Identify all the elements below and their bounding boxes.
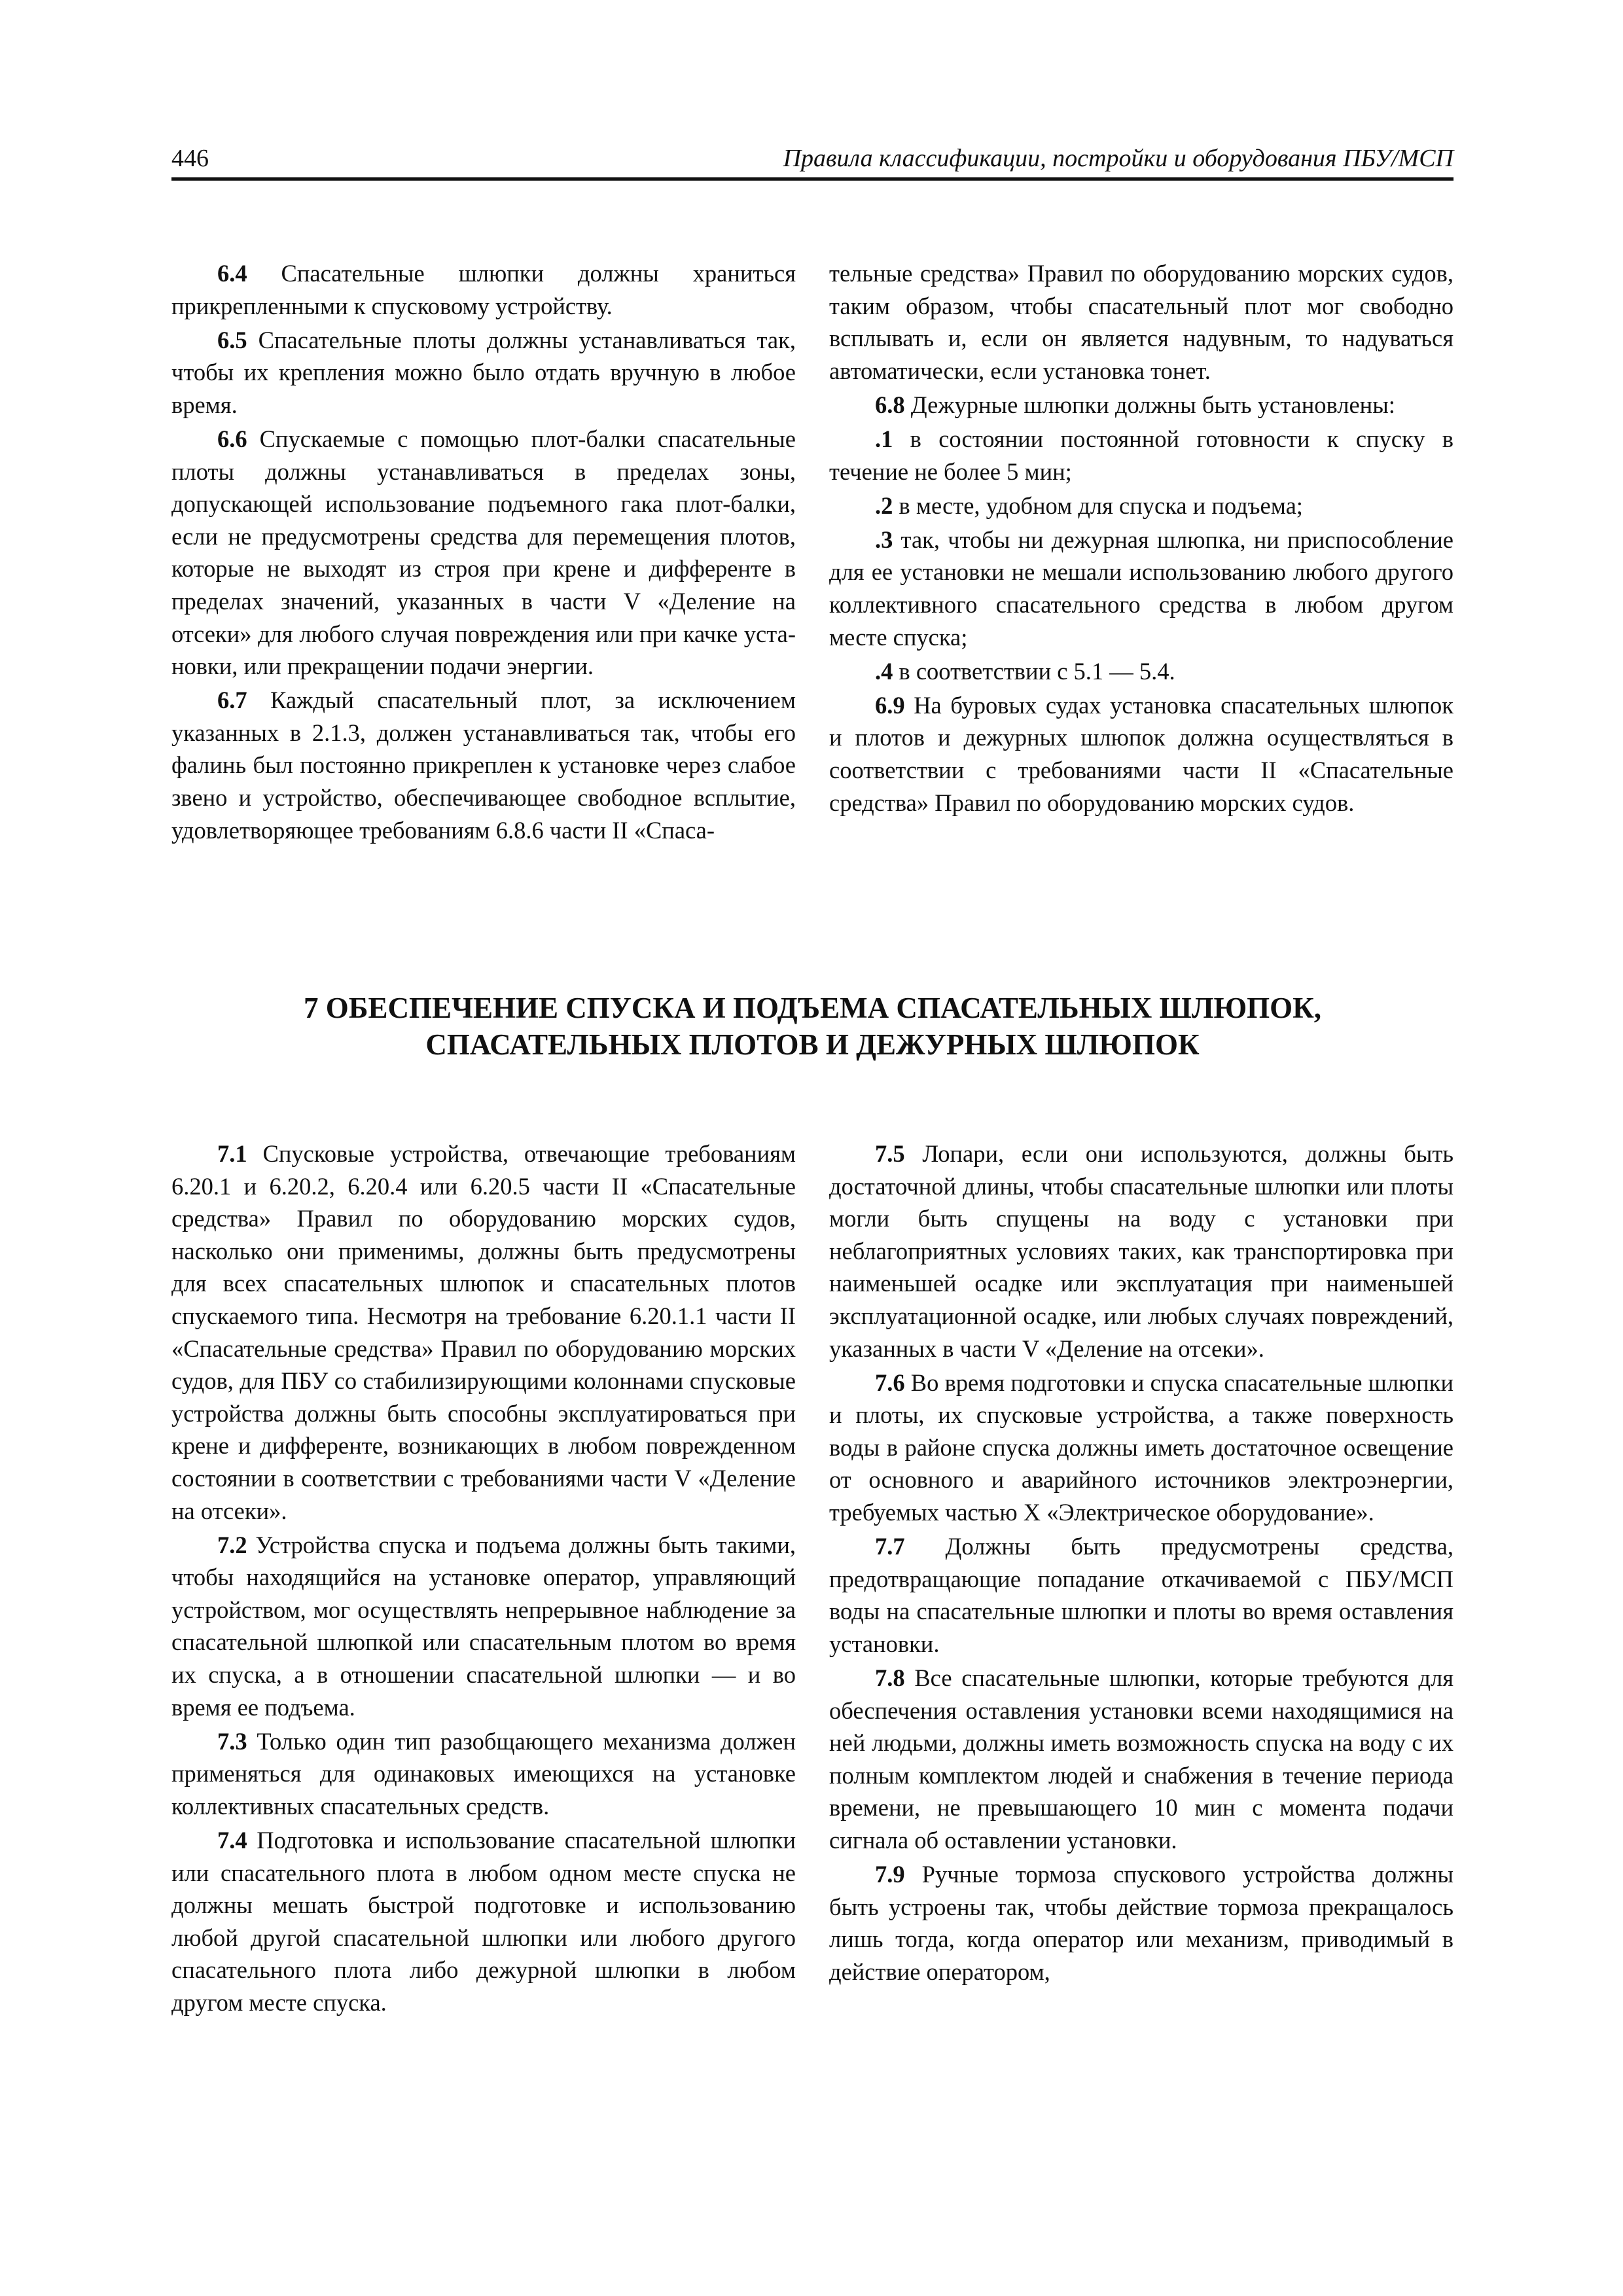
clause-text: Спасательные плоты должны устанавливаться так, чтобы их крепления можно было отдать вручную в любое время. [171,326,796,418]
column-bottom-left [171,1138,796,2020]
clause-text: в месте, удобном для спуска и подъема; [893,492,1303,519]
paragraph [171,324,796,422]
column-top-left [171,257,796,848]
clause-number: 7.3 [217,1727,247,1755]
clause-number: .2 [875,492,893,519]
clause-number: 7.1 [217,1140,247,1167]
clause-text: Ручные тормоза спускового устройства должны быть устроены так, чтобы действие тормоза прекращалось лишь тогда, когда оператор или механизм, приводимый в действие оператором, [829,1861,1454,1985]
clause-text: в состоянии постоянной готовности к спуску в течение не более 5 мин; [829,425,1454,485]
paragraph [829,1367,1454,1529]
clause-text: Во время подготовки и спуска спасательные шлюпки и плоты, их спусковые устройства, а также поверхность воды в районе спуска должны иметь достаточное освещение от основного и аварийного источников электроэнергии, требуемых частью X «Электрическое оборудование». [829,1369,1454,1526]
paragraph [171,684,796,846]
clause-text: Спусковые устройства, отвечающие требованиям 6.20.1 и 6.20.2, 6.20.4 или 6.20.5 части II «Спасательные средства» Правил по оборудованию морских судов, насколько они применимы, должны быть предусмотрены для всех спасательных шлюпок и спасательных плотов спускаемого типа. Несмотря на требование 6.20.1.1 части II «Спасательные средства» Правил по оборудованию морских судов, для ПБУ со стабилизирующими колоннами спусковые устройства должны быть способны эксплуатироваться при крене и дифференте, возникающих в любом поврежденном состоянии в соответствии с требованиями части V «Деление на отсеки». [171,1140,796,1524]
paragraph [829,1530,1454,1660]
clause-text: На буровых судах установка спасательных шлюпок и плотов и дежурных шлюпок должна осуществляться в соответствии с требованиями части II «Спасательные средства» Правил по оборудованию морских судов. [829,691,1454,816]
clause-number: 7.2 [217,1531,247,1558]
clause-number: .1 [875,425,893,452]
clause-text: Спасательные шлюпки должны храниться прикрепленными к спусковому устройству. [171,260,796,319]
paragraph [171,1725,796,1823]
clause-text: Устройства спуска и подъема должны быть такими, чтобы находящийся на установке оператор, управляющий устройством, мог осуществлять непрерывное наблюдение за спасательной шлюпкой или спасательным плотом во время их спуска, а в отношении спасательной шлюпки — и во время ее подъема. [171,1531,796,1721]
clause-number: .3 [875,526,893,553]
paragraph [829,490,1454,522]
clause-text: Каждый спасательный плот, за исключением указанных в 2.1.3, должен устанавливаться так, чтобы его фалинь был постоянно прикреплен к установке через слабое звено и устройство, обеспечивающее свободное всплытие, удовлетворяющее требованиям 6.8.6 части II «Спаса- [171,687,796,844]
paragraph [829,689,1454,819]
clause-number: 6.7 [217,687,247,714]
clause-text: Все спасательные шлюпки, которые требуются для обеспечения оставления установки всеми находящимися на ней людьми, должны иметь возможность спуска на воду с их полным комплектом людей и снабжения в течение периода времени, не превышающего 10 мин с момента подачи сигнала об оставлении установки. [829,1664,1454,1854]
section-title [171,990,1454,1063]
clause-number: 6.6 [217,425,247,452]
clause-number: .4 [875,657,893,685]
paragraph [171,1138,796,1527]
paragraph [829,1858,1454,1988]
paragraph [171,423,796,683]
clause-number: 6.4 [217,260,247,287]
clause-number: 7.5 [875,1140,905,1167]
clause-text: так, чтобы ни дежурная шлюпка, ни приспособление для ее установки не мешали использованию любого другого коллективного спасательного средства в любом другом месте спуска; [829,526,1454,651]
paragraph [829,1662,1454,1857]
column-top-right [829,257,1454,821]
clause-number: 6.8 [875,391,905,418]
clause-text: Только один тип разобщающего механизма должен применяться для одинаковых имеющихся на установке коллективных спасательных средств. [171,1727,796,1820]
section-title-line-2: СПАСАТЕЛЬНЫХ ПЛОТОВ И ДЕЖУРНЫХ ШЛЮПОК [425,1028,1200,1061]
clause-text: тельные средства» Правил по оборудованию морских судов, таким образом, чтобы спасательный плот мог свободно всплывать и, если он является надувным, то надуваться автоматически, если установка тонет. [829,260,1454,384]
clause-number: 6.5 [217,326,247,353]
clause-number: 7.6 [875,1369,905,1396]
clause-number: 7.8 [875,1664,905,1691]
clause-number: 7.4 [217,1826,247,1854]
running-title: Правила классификации, постройки и оборудования ПБУ/МСП [783,145,1454,172]
clause-text: Лопари, если они используются, должны быть достаточной длины, чтобы спасательные шлюпки или плоты могли быть спущены на воду с установки при неблагоприятных условиях таких, как транспортировка при наименьшей осадке или эксплуатация при наименьшей эксплуатационной осадке, или любых случаях повреждений, указанных в части V «Деление на отсеки». [829,1140,1454,1362]
paragraph [829,655,1454,688]
clause-text: Подготовка и использование спасательной шлюпки или спасательного плота в любом одном месте спуска не должны мешать быстрой подготовке и использованию любой другой спасательной шлюпки или любого другого спасательного плота либо дежурной шлюпки в любом другом месте спуска. [171,1826,796,2016]
paragraph [829,524,1454,653]
clause-number: 7.7 [875,1533,905,1560]
paragraph [171,1529,796,1724]
section-title-line-1: 7 ОБЕСПЕЧЕНИЕ СПУСКА И ПОДЪЕМА СПАСАТЕЛЬНЫХ ШЛЮПОК, [303,992,1322,1024]
clause-text: Спускаемые с помощью плот-балки спасательные плоты должны устанавливаться в пределах зоны, допускающей использование подъемного гака плот-балки, если не предусмотрены средства для перемещения плотов, которые не выходят из строя при крене и дифференте в пределах значений, указанных в части V «Деление на отсеки» для любого случая повреждения или при качке установки, или прекращении подачи энергии. [171,425,796,680]
paragraph [829,257,1454,387]
header-rule [171,177,1454,181]
paragraph [829,389,1454,422]
clause-number: 7.9 [875,1861,905,1888]
paragraph [829,423,1454,488]
clause-text: в соответствии с 5.1 — 5.4. [893,657,1175,685]
clause-text: Должны быть предусмотрены средства, предотвращающие попадание откачиваемой с ПБУ/МСП воды на спасательные шлюпки и плоты во время оставления установки. [829,1533,1454,1657]
column-bottom-right [829,1138,1454,1990]
paragraph [171,257,796,322]
clause-text: Дежурные шлюпки должны быть установлены: [904,391,1395,418]
paragraph [171,1824,796,2019]
page-number: 446 [171,145,209,172]
paragraph [829,1138,1454,1365]
clause-number: 6.9 [875,691,905,719]
